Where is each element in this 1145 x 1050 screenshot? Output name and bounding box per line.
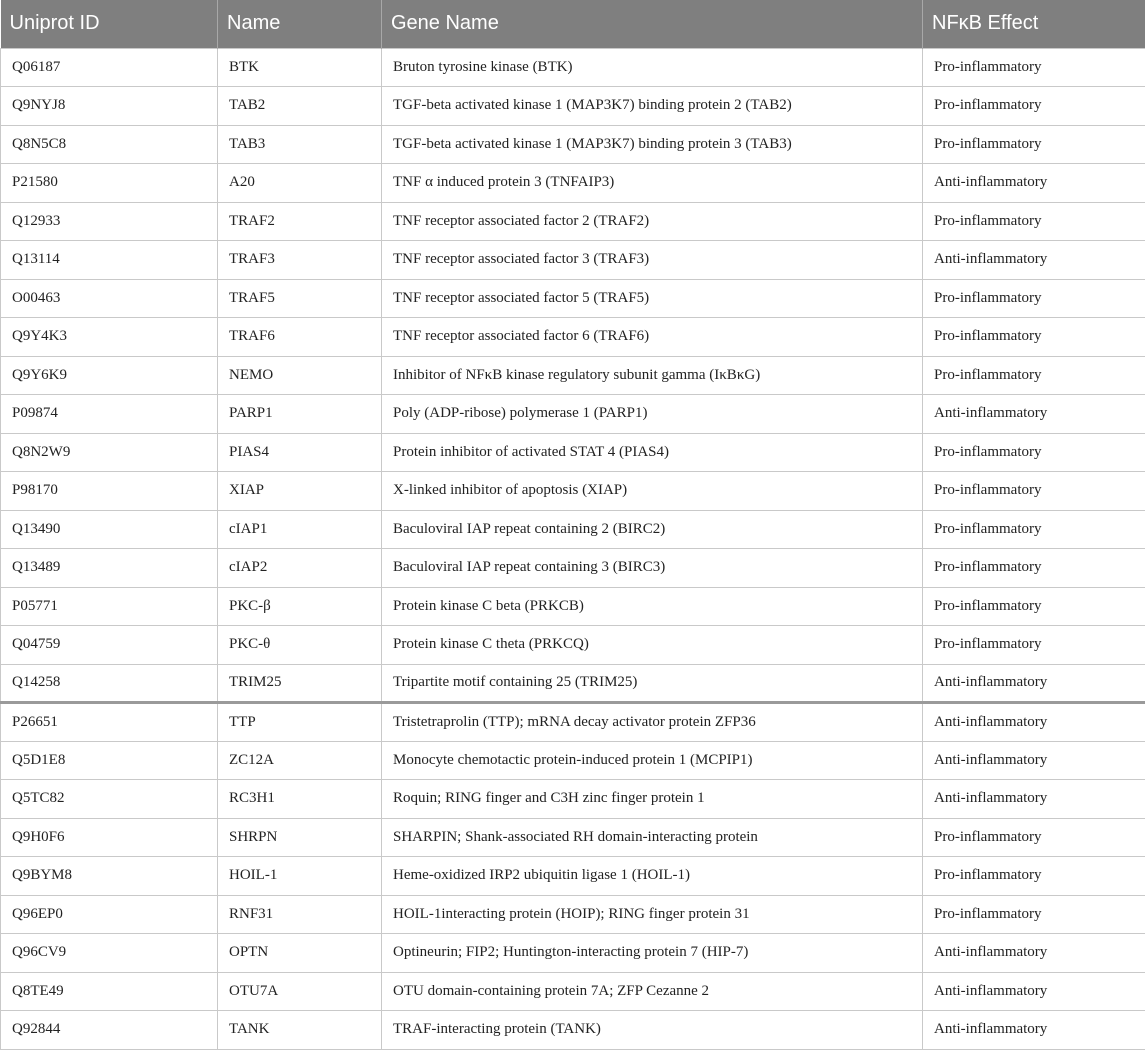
cell-gene-name: TNF receptor associated factor 3 (TRAF3) — [382, 241, 923, 280]
cell-name: TAB3 — [218, 125, 382, 164]
cell-uniprot-id: P98170 — [1, 472, 218, 511]
cell-uniprot-id: Q96EP0 — [1, 895, 218, 934]
cell-name: TAB2 — [218, 87, 382, 126]
cell-name: TRAF6 — [218, 318, 382, 357]
table-row — [1, 202, 1145, 241]
cell-name: TTP — [218, 703, 382, 742]
cell-name: PIAS4 — [218, 433, 382, 472]
cell-name: ZC12A — [218, 741, 382, 780]
cell-name: PKC-θ — [218, 626, 382, 665]
table-row — [1, 356, 1145, 395]
table-row — [1, 741, 1145, 780]
cell-gene-name: OTU domain-containing protein 7A; ZFP Cezanne 2 — [382, 972, 923, 1011]
cell-uniprot-id: Q8N2W9 — [1, 433, 218, 472]
cell-uniprot-id: Q8N5C8 — [1, 125, 218, 164]
table-row — [1, 626, 1145, 665]
cell-uniprot-id: P09874 — [1, 395, 218, 434]
cell-nfkb-effect: Anti-inflammatory — [923, 395, 1145, 434]
cell-nfkb-effect: Anti-inflammatory — [923, 934, 1145, 973]
header-name: Name — [218, 0, 382, 48]
cell-uniprot-id: Q06187 — [1, 48, 218, 87]
table-row — [1, 1011, 1145, 1050]
cell-uniprot-id: Q5D1E8 — [1, 741, 218, 780]
cell-nfkb-effect: Pro-inflammatory — [923, 87, 1145, 126]
cell-gene-name: Heme-oxidized IRP2 ubiquitin ligase 1 (HOIL-1) — [382, 857, 923, 896]
cell-gene-name: Optineurin; FIP2; Huntington-interacting protein 7 (HIP-7) — [382, 934, 923, 973]
cell-gene-name: Baculoviral IAP repeat containing 2 (BIRC2) — [382, 510, 923, 549]
table-row — [1, 818, 1145, 857]
cell-uniprot-id: Q92844 — [1, 1011, 218, 1050]
header-uniprot-id: Uniprot ID — [1, 0, 218, 48]
cell-nfkb-effect: Pro-inflammatory — [923, 433, 1145, 472]
cell-gene-name: Tripartite motif containing 25 (TRIM25) — [382, 664, 923, 703]
cell-gene-name: Tristetraprolin (TTP); mRNA decay activator protein ZFP36 — [382, 703, 923, 742]
cell-name: TRAF5 — [218, 279, 382, 318]
header-row — [1, 0, 1145, 48]
table-row — [1, 318, 1145, 357]
cell-name: XIAP — [218, 472, 382, 511]
cell-name: RNF31 — [218, 895, 382, 934]
table-row — [1, 87, 1145, 126]
cell-nfkb-effect: Anti-inflammatory — [923, 741, 1145, 780]
table-row — [1, 48, 1145, 87]
cell-uniprot-id: Q14258 — [1, 664, 218, 703]
cell-uniprot-id: Q04759 — [1, 626, 218, 665]
cell-uniprot-id: Q9Y4K3 — [1, 318, 218, 357]
cell-uniprot-id: P26651 — [1, 703, 218, 742]
cell-nfkb-effect: Pro-inflammatory — [923, 202, 1145, 241]
cell-name: HOIL-1 — [218, 857, 382, 896]
cell-nfkb-effect: Anti-inflammatory — [923, 664, 1145, 703]
cell-gene-name: TNF receptor associated factor 2 (TRAF2) — [382, 202, 923, 241]
cell-nfkb-effect: Pro-inflammatory — [923, 48, 1145, 87]
header-gene-name: Gene Name — [382, 0, 923, 48]
cell-name: cIAP1 — [218, 510, 382, 549]
cell-gene-name: TNF receptor associated factor 6 (TRAF6) — [382, 318, 923, 357]
cell-nfkb-effect: Anti-inflammatory — [923, 972, 1145, 1011]
cell-gene-name: Bruton tyrosine kinase (BTK) — [382, 48, 923, 87]
cell-nfkb-effect: Pro-inflammatory — [923, 549, 1145, 588]
table-row — [1, 664, 1145, 703]
table-row — [1, 587, 1145, 626]
cell-uniprot-id: Q96CV9 — [1, 934, 218, 973]
cell-name: PKC-β — [218, 587, 382, 626]
cell-gene-name: Protein inhibitor of activated STAT 4 (PIAS4) — [382, 433, 923, 472]
cell-gene-name: Poly (ADP-ribose) polymerase 1 (PARP1) — [382, 395, 923, 434]
cell-nfkb-effect: Pro-inflammatory — [923, 895, 1145, 934]
table-row — [1, 895, 1145, 934]
cell-gene-name: TRAF-interacting protein (TANK) — [382, 1011, 923, 1050]
cell-uniprot-id: Q9NYJ8 — [1, 87, 218, 126]
cell-uniprot-id: Q9BYM8 — [1, 857, 218, 896]
cell-nfkb-effect: Pro-inflammatory — [923, 818, 1145, 857]
cell-uniprot-id: Q13489 — [1, 549, 218, 588]
table-row — [1, 279, 1145, 318]
table-row — [1, 703, 1145, 742]
cell-gene-name: Protein kinase C theta (PRKCQ) — [382, 626, 923, 665]
table-row — [1, 510, 1145, 549]
cell-nfkb-effect: Anti-inflammatory — [923, 780, 1145, 819]
cell-nfkb-effect: Anti-inflammatory — [923, 241, 1145, 280]
cell-name: TRAF2 — [218, 202, 382, 241]
cell-nfkb-effect: Anti-inflammatory — [923, 164, 1145, 203]
cell-nfkb-effect: Pro-inflammatory — [923, 279, 1145, 318]
table-row — [1, 125, 1145, 164]
cell-gene-name: TNF receptor associated factor 5 (TRAF5) — [382, 279, 923, 318]
cell-uniprot-id: Q12933 — [1, 202, 218, 241]
cell-name: SHRPN — [218, 818, 382, 857]
cell-gene-name: Roquin; RING finger and C3H zinc finger protein 1 — [382, 780, 923, 819]
cell-gene-name: TNF α induced protein 3 (TNFAIP3) — [382, 164, 923, 203]
cell-name: TRIM25 — [218, 664, 382, 703]
table-row — [1, 241, 1145, 280]
cell-nfkb-effect: Anti-inflammatory — [923, 703, 1145, 742]
cell-uniprot-id: P21580 — [1, 164, 218, 203]
cell-nfkb-effect: Pro-inflammatory — [923, 587, 1145, 626]
cell-uniprot-id: Q13114 — [1, 241, 218, 280]
cell-uniprot-id: Q13490 — [1, 510, 218, 549]
cell-name: TRAF3 — [218, 241, 382, 280]
cell-uniprot-id: Q8TE49 — [1, 972, 218, 1011]
table-row — [1, 934, 1145, 973]
cell-name: A20 — [218, 164, 382, 203]
cell-gene-name: HOIL-1interacting protein (HOIP); RING finger protein 31 — [382, 895, 923, 934]
cell-gene-name: Monocyte chemotactic protein-induced protein 1 (MCPIP1) — [382, 741, 923, 780]
cell-nfkb-effect: Pro-inflammatory — [923, 125, 1145, 164]
cell-nfkb-effect: Pro-inflammatory — [923, 356, 1145, 395]
cell-name: BTK — [218, 48, 382, 87]
cell-name: PARP1 — [218, 395, 382, 434]
cell-name: OPTN — [218, 934, 382, 973]
cell-uniprot-id: Q5TC82 — [1, 780, 218, 819]
cell-gene-name: X-linked inhibitor of apoptosis (XIAP) — [382, 472, 923, 511]
cell-nfkb-effect: Pro-inflammatory — [923, 626, 1145, 665]
cell-uniprot-id: O00463 — [1, 279, 218, 318]
cell-nfkb-effect: Pro-inflammatory — [923, 857, 1145, 896]
table-row — [1, 472, 1145, 511]
table-row — [1, 395, 1145, 434]
cell-name: TANK — [218, 1011, 382, 1050]
cell-name: RC3H1 — [218, 780, 382, 819]
cell-uniprot-id: P05771 — [1, 587, 218, 626]
cell-gene-name: Protein kinase C beta (PRKCB) — [382, 587, 923, 626]
cell-gene-name: TGF-beta activated kinase 1 (MAP3K7) binding protein 2 (TAB2) — [382, 87, 923, 126]
cell-gene-name: SHARPIN; Shank-associated RH domain-interacting protein — [382, 818, 923, 857]
cell-name: OTU7A — [218, 972, 382, 1011]
table-row — [1, 780, 1145, 819]
cell-nfkb-effect: Pro-inflammatory — [923, 510, 1145, 549]
table-row — [1, 972, 1145, 1011]
cell-gene-name: Baculoviral IAP repeat containing 3 (BIRC3) — [382, 549, 923, 588]
cell-uniprot-id: Q9Y6K9 — [1, 356, 218, 395]
cell-nfkb-effect: Pro-inflammatory — [923, 472, 1145, 511]
cell-name: cIAP2 — [218, 549, 382, 588]
table-row — [1, 549, 1145, 588]
cell-uniprot-id: Q9H0F6 — [1, 818, 218, 857]
cell-name: NEMO — [218, 356, 382, 395]
table-row — [1, 857, 1145, 896]
header-nfkb-effect: NFκB Effect — [923, 0, 1145, 48]
table-row — [1, 433, 1145, 472]
cell-nfkb-effect: Anti-inflammatory — [923, 1011, 1145, 1050]
cell-gene-name: Inhibitor of NFκB kinase regulatory subunit gamma (IκBκG) — [382, 356, 923, 395]
table-row — [1, 164, 1145, 203]
cell-gene-name: TGF-beta activated kinase 1 (MAP3K7) binding protein 3 (TAB3) — [382, 125, 923, 164]
cell-nfkb-effect: Pro-inflammatory — [923, 318, 1145, 357]
